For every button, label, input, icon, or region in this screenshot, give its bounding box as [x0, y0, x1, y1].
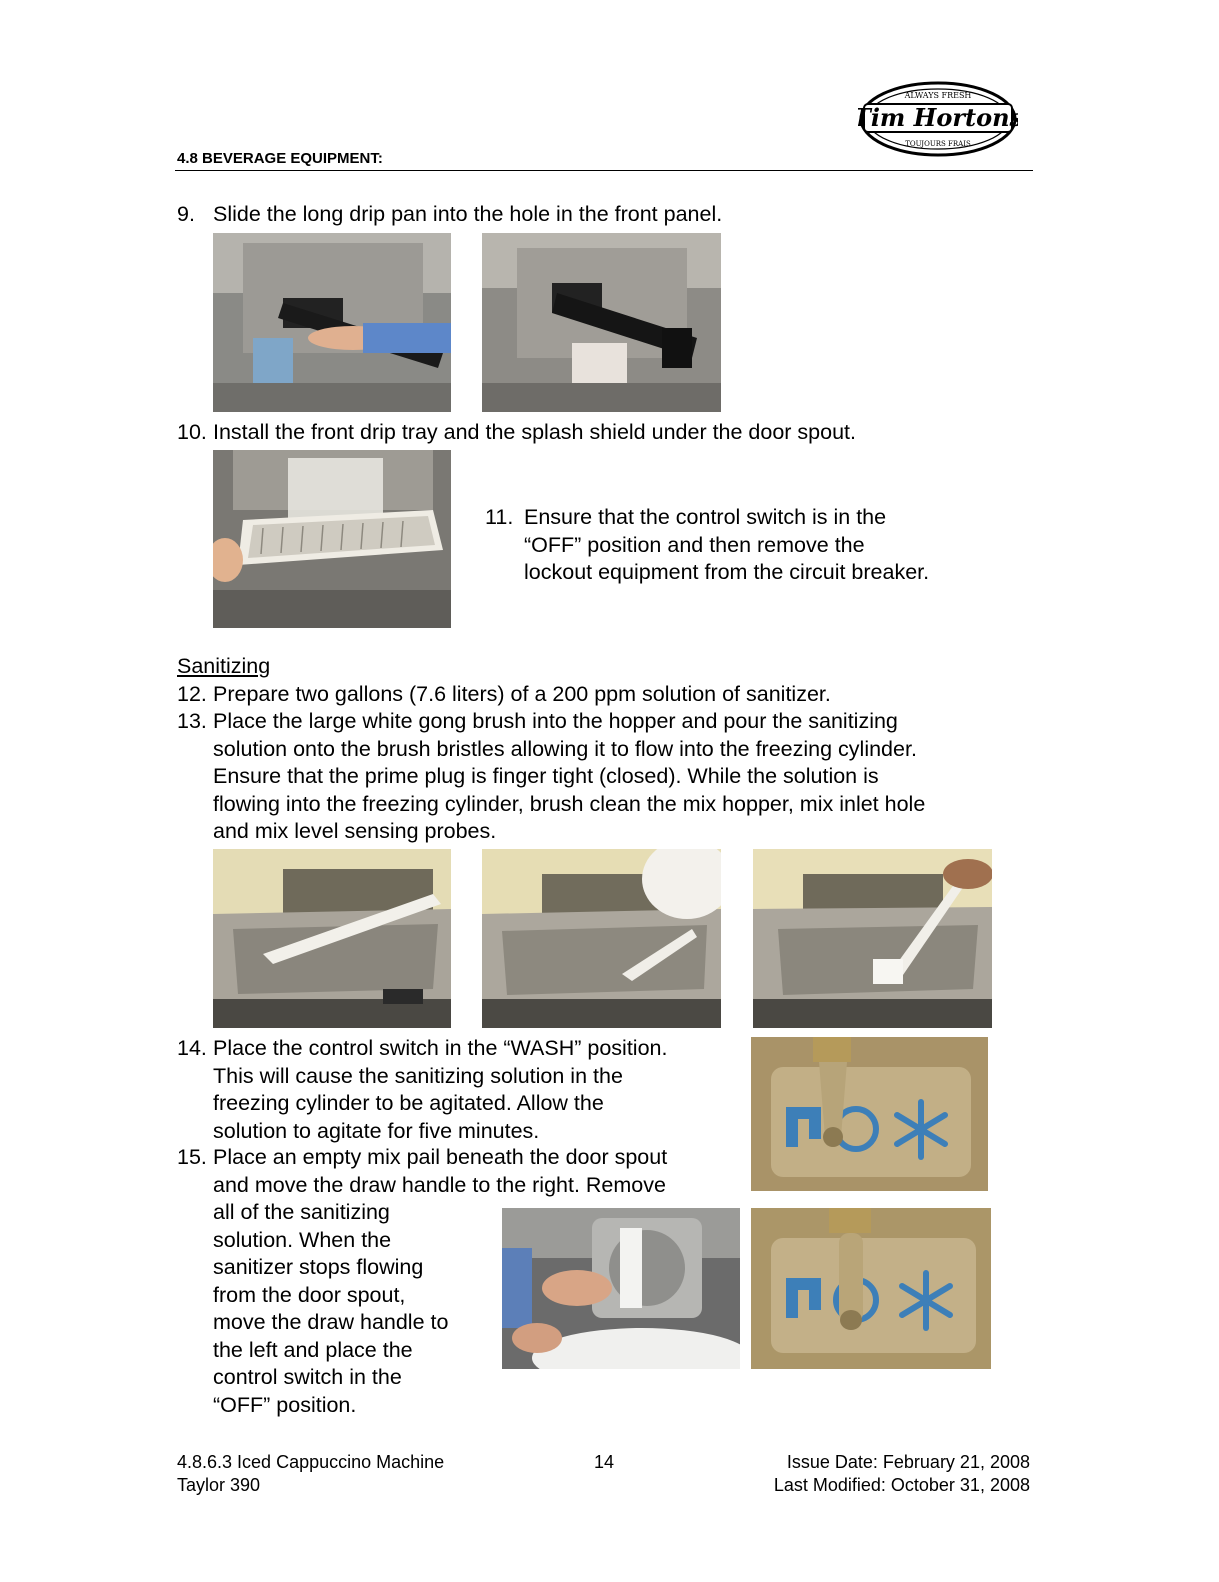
photo-draining-sanitizer: [502, 1208, 740, 1369]
step-text-line: solution onto the brush bristles allowing it to flow into the freezing cylinder.: [213, 736, 917, 761]
step-text-line: and move the draw handle to the right. Remove: [213, 1172, 666, 1197]
step-10: [177, 419, 856, 447]
step-text-line: from the door spout,: [213, 1282, 406, 1307]
step-13: [177, 708, 925, 846]
header-divider: [175, 170, 1033, 171]
photo-control-switch-wash: [751, 1037, 988, 1191]
step-text-line: lockout equipment from the circuit breaker.: [524, 560, 930, 584]
step-text-line: Place the large white gong brush into the hopper and pour the sanitizing: [213, 709, 898, 733]
photo-drip-pan-insert: [213, 233, 451, 412]
photo-pouring-sanitizer: [482, 849, 721, 1028]
step-number: 13.: [177, 709, 207, 733]
step-text: Slide the long drip pan into the hole in the front panel.: [213, 202, 723, 226]
issue-date: Issue Date: February 21, 2008: [786, 1452, 1030, 1472]
step-text-line: This will cause the sanitizing solution in the: [213, 1063, 623, 1088]
footer-right: [774, 1451, 1030, 1497]
step-number: 14.: [177, 1036, 207, 1060]
step-number: 12.: [177, 682, 207, 706]
step-text-line: solution. When the: [213, 1227, 392, 1252]
step-number: 15.: [177, 1145, 207, 1169]
doc-title: 4.8.6.3 Iced Cappuccino Machine: [177, 1452, 445, 1472]
step-text-line: Ensure that the control switch is in the: [524, 505, 887, 529]
photo-drip-tray-splash-shield: [213, 450, 451, 628]
step-text-line: control switch in the: [213, 1365, 402, 1389]
step-text-line: freezing cylinder to be agitated. Allow the: [213, 1091, 604, 1115]
photo-drip-pan-installed: [482, 233, 721, 412]
svg-text:TOUJOURS FRAIS: TOUJOURS FRAIS: [905, 140, 971, 148]
step-number: 10.: [177, 420, 207, 444]
last-modified: Last Modified: October 31, 2008: [773, 1475, 1030, 1495]
photo-control-switch-off: [751, 1208, 991, 1369]
svg-text:ALWAYS FRESH: ALWAYS FRESH: [904, 91, 972, 100]
step-text-line: flowing into the freezing cylinder, brush clean the mix hopper, mix inlet hole: [213, 791, 926, 816]
page-number: 14: [594, 1452, 615, 1472]
step-text: Prepare two gallons (7.6 liters) of a 200 ppm solution of sanitizer.: [213, 682, 831, 706]
step-number: 11.: [485, 505, 514, 529]
step-14: [177, 1035, 667, 1145]
step-text-line: sanitizer stops flowing: [213, 1255, 424, 1279]
photo-brush-in-hopper: [213, 849, 451, 1028]
step-12: [177, 681, 831, 709]
step-text-line: Place the control switch in the “WASH” position.: [213, 1036, 668, 1060]
sanitizing-heading: Sanitizing: [177, 654, 271, 678]
step-text-line: “OFF” position and then remove the: [524, 532, 865, 557]
photo-brushing-hopper: [753, 849, 992, 1028]
step-number: 9.: [177, 202, 195, 226]
step-text-line: Ensure that the prime plug is finger tight (closed). While the solution is: [213, 764, 879, 788]
tim-hortons-logo: [858, 80, 1018, 158]
step-text-line: the left and place the: [213, 1337, 413, 1362]
section-title: 4.8 BEVERAGE EQUIPMENT:: [177, 150, 383, 167]
step-text-line: “OFF” position.: [213, 1392, 357, 1417]
step-text-line: and mix level sensing probes.: [213, 819, 497, 843]
step-text-line: Place an empty mix pail beneath the door spout: [213, 1145, 668, 1169]
step-9: [177, 201, 722, 229]
step-text-line: solution to agitate for five minutes.: [213, 1118, 540, 1143]
step-text: Install the front drip tray and the splash shield under the door spout.: [213, 420, 857, 444]
step-11: [485, 504, 929, 587]
step-text-line: move the draw handle to: [213, 1310, 449, 1334]
svg-text:Tim Hortons: Tim Hortons: [858, 103, 1018, 132]
model-name: Taylor 390: [177, 1475, 261, 1495]
step-text-line: all of the sanitizing: [213, 1200, 390, 1224]
footer-left: [177, 1451, 444, 1497]
